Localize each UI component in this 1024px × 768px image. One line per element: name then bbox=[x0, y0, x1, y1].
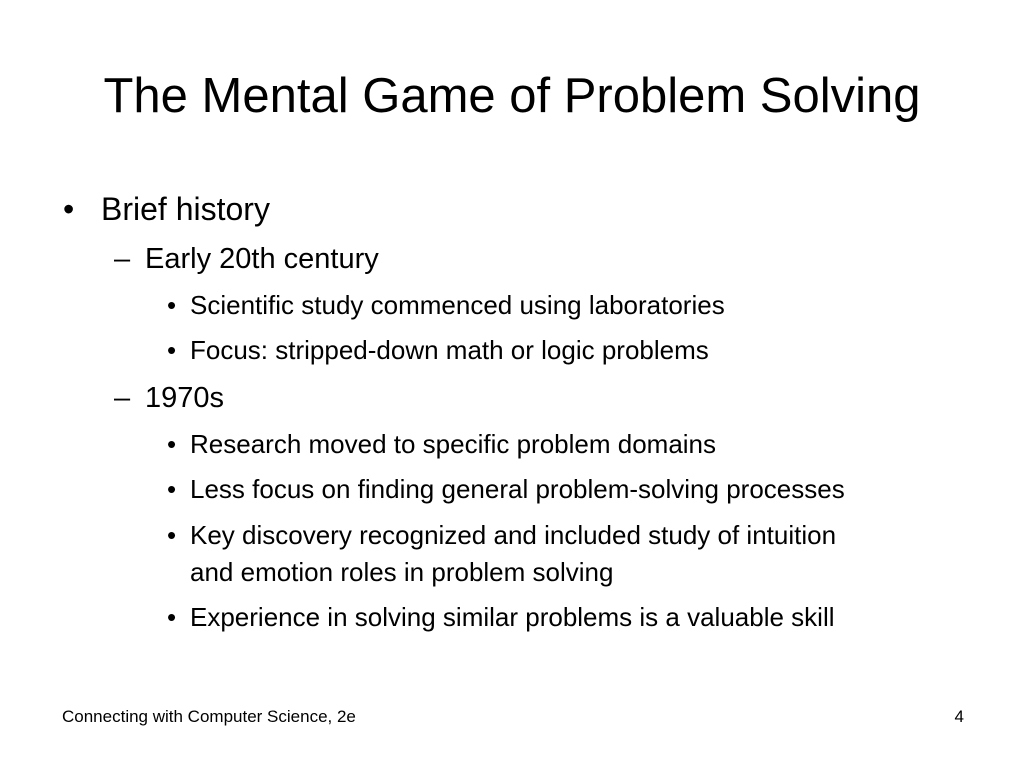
dash-marker: – bbox=[114, 243, 131, 275]
subsubbullet-scientific-study bbox=[0, 290, 1024, 321]
subbullet-1970s bbox=[0, 381, 1024, 415]
subbullet-text: 1970s bbox=[145, 382, 225, 414]
subsubbullet-research-moved bbox=[0, 429, 1024, 460]
subsubbullet-text: and emotion roles in problem solving bbox=[190, 557, 614, 587]
bullet-marker: • bbox=[167, 602, 177, 632]
bullet-marker: • bbox=[167, 520, 177, 550]
subsubbullet-key-discovery-continuation bbox=[0, 557, 1024, 588]
bullet-marker: • bbox=[167, 429, 177, 459]
subsubbullet-text: Key discovery recognized and included study of intuition bbox=[190, 520, 837, 550]
bullet-marker: • bbox=[63, 191, 75, 227]
subsubbullet-text: Research moved to specific problem domains bbox=[190, 429, 717, 459]
footer-course-title: Connecting with Computer Science, 2e bbox=[62, 707, 356, 726]
subbullet-text: Early 20th century bbox=[145, 243, 379, 275]
subsubbullet-text: Less focus on finding general problem-solving processes bbox=[190, 474, 845, 504]
subbullet-early-20th-century bbox=[0, 242, 1024, 276]
footer-page-number: 4 bbox=[954, 707, 964, 726]
subsubbullet-focus bbox=[0, 335, 1024, 366]
subsubbullet-text: Focus: stripped-down math or logic problems bbox=[190, 335, 709, 365]
bullet-marker: • bbox=[167, 474, 177, 504]
subsubbullet-key-discovery bbox=[0, 520, 1024, 551]
bullet-brief-history bbox=[0, 190, 1024, 228]
subsubbullet-text: Scientific study commenced using laboratories bbox=[190, 290, 725, 320]
bullet-text: Brief history bbox=[101, 191, 270, 227]
bullet-marker: • bbox=[167, 290, 177, 320]
subsubbullet-less-focus bbox=[0, 474, 1024, 505]
dash-marker: – bbox=[114, 382, 131, 414]
subsubbullet-experience bbox=[0, 602, 1024, 633]
subsubbullet-text: Experience in solving similar problems is a valuable skill bbox=[190, 602, 835, 632]
bullet-marker: • bbox=[167, 335, 177, 365]
slide-title: The Mental Game of Problem Solving bbox=[103, 69, 921, 123]
